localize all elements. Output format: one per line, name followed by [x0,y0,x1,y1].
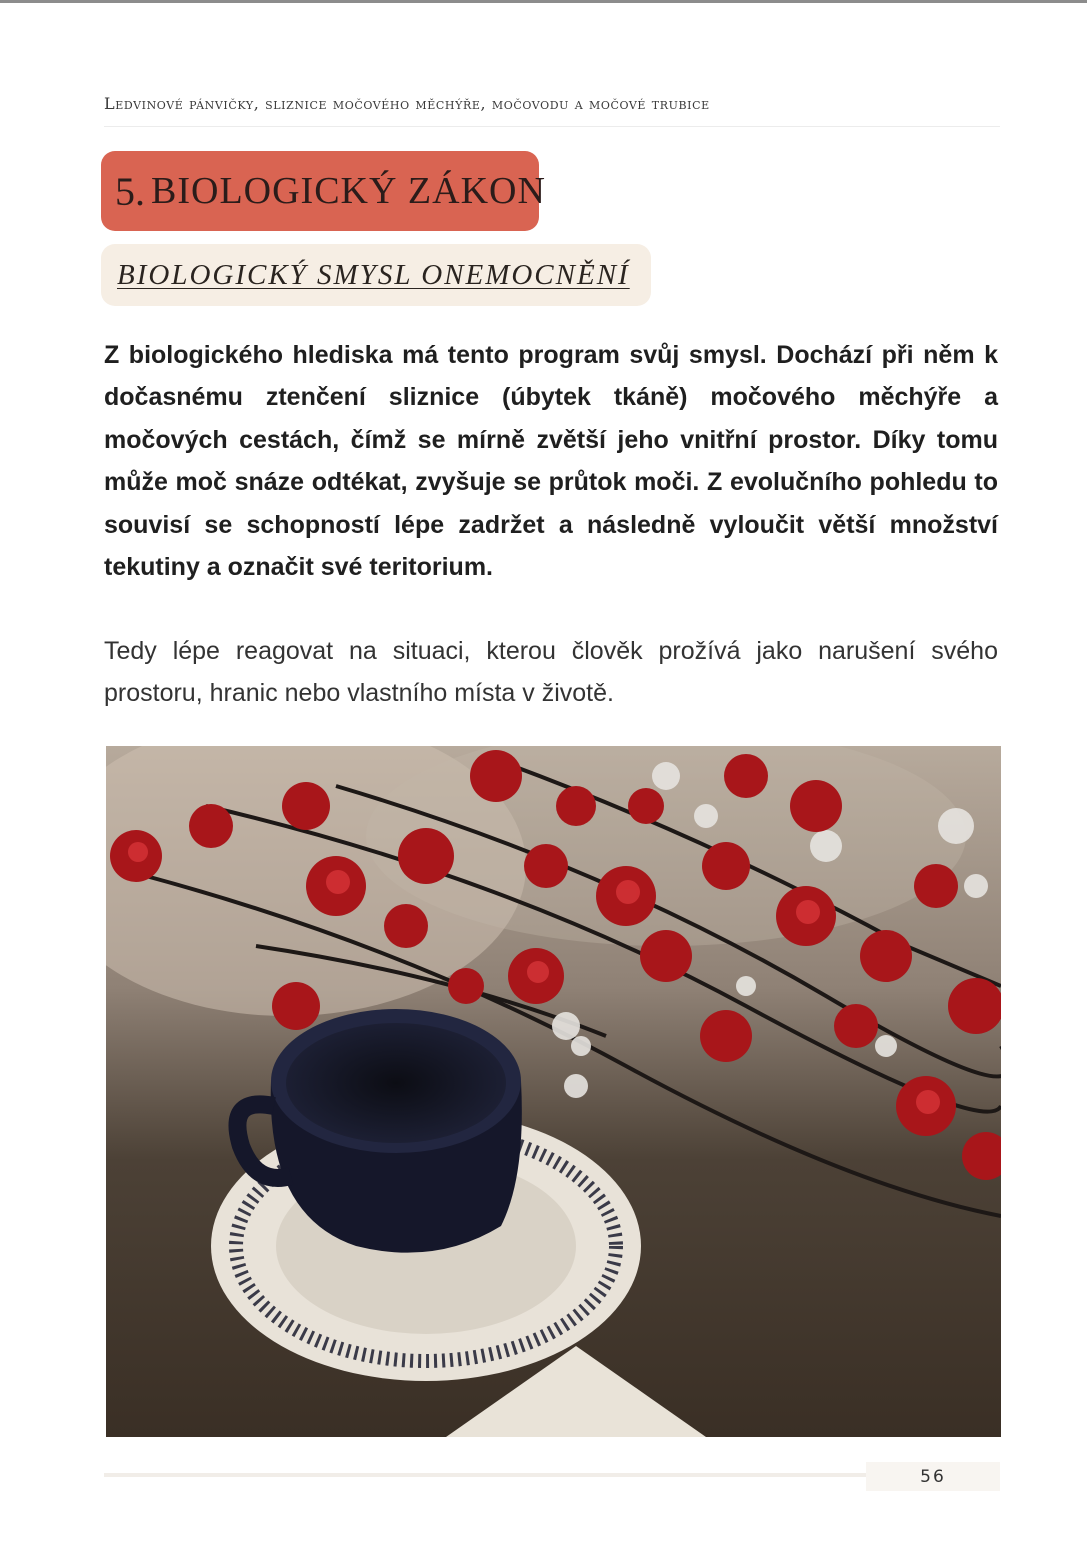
page-number: 56 [920,1466,946,1487]
top-border [0,0,1087,3]
page-number-box [866,1462,1000,1491]
section-subtitle: BIOLOGICKÝ SMYSL ONEMOCNĚNÍ [117,258,630,291]
body-paragraph-bold: Z biologického hlediska má tento program svůj smysl. Dochází při něm k dočasnému ztenčení sliznice (úbytek tkáně) močového měchýře a močových cestách, čímž se mírně zvětší jeho vnitřní prostor. Díky tomu může moč snáze odtékat, zvyšuje se průtok moči. Z evolučního pohledu to souvisí se schopností lépe zadržet a následně vyloučit větší množství tekutiny a označit své teritorium. [104,341,998,582]
photo-illustration [106,746,1001,1437]
flowers-coffee-photo [106,746,1001,1437]
section-heading [101,244,651,306]
chapter-title: BIOLOGICKÝ ZÁKON [151,170,546,212]
footer-divider [104,1473,866,1477]
header-divider [104,126,1000,127]
chapter-number: 5. [115,168,145,214]
body-paragraph: Tedy lépe reagovat na situaci, kterou člověk prožívá jako narušení svého prostoru, hranic nebo vlastního místa v životě. [104,637,998,707]
chapter-heading [101,151,546,231]
running-header: Ledvinové pánvičky, sliznice močového měchýře, močovodu a močové trubice [104,94,710,113]
